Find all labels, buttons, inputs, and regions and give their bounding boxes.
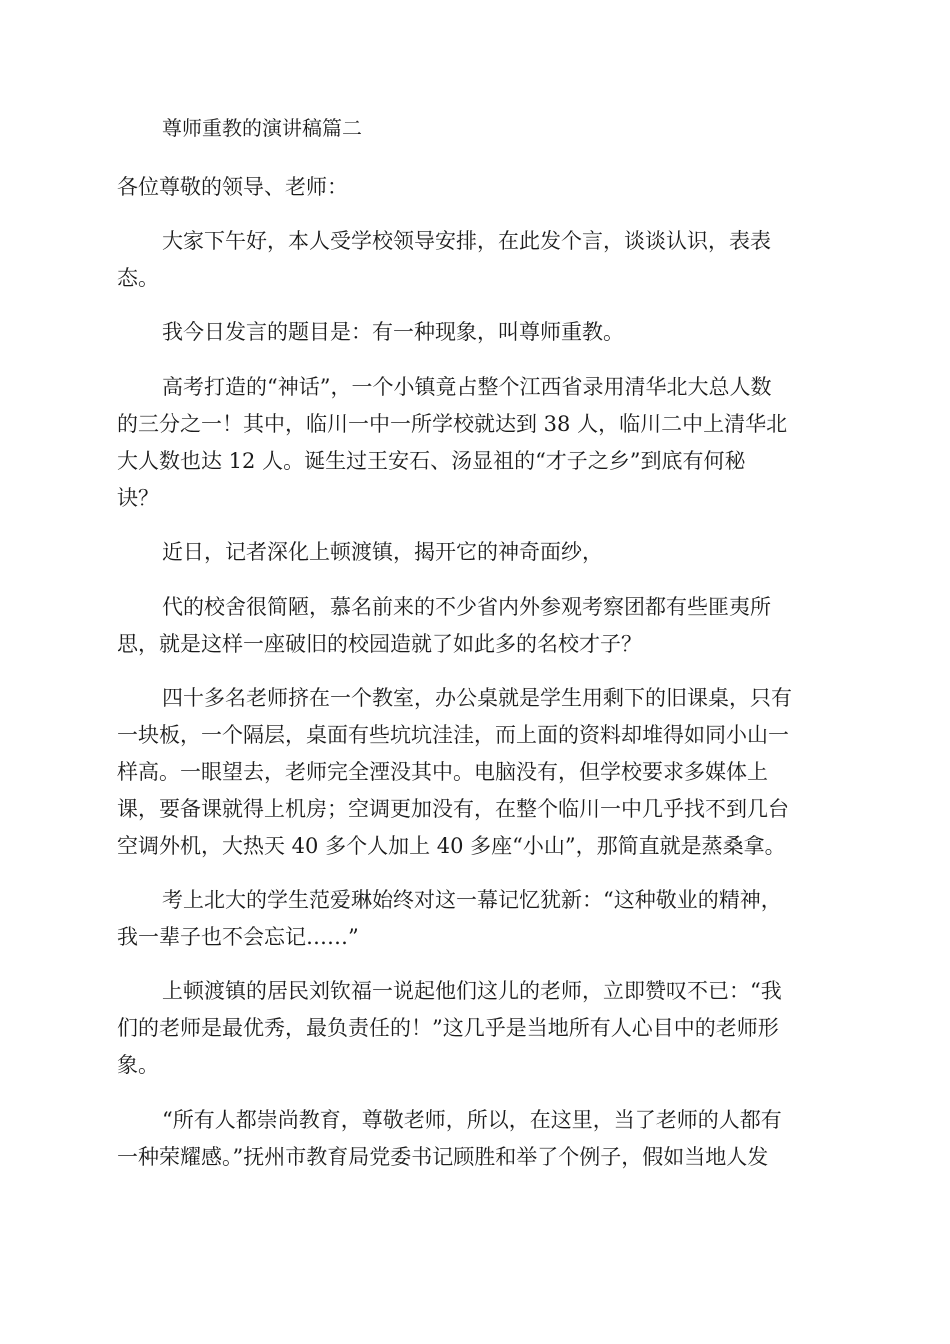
paragraph-line: 一种荣耀感。”抚州市教育局党委书记顾胜和举了个例子，假如当地人发	[117, 1145, 769, 1169]
paragraph-line: 思，就是这样一座破旧的校园造就了如此多的名校才子？	[117, 632, 642, 656]
paragraph-line: 上顿渡镇的居民刘钦福一说起他们这儿的老师，立即赞叹不已：“我	[162, 979, 782, 1003]
paragraph-line: “所有人都崇尚教育，尊敬老师，所以，在这里，当了老师的人都有	[162, 1108, 782, 1132]
paragraph-line: 一块板，一个隔层，桌面有些坑坑洼洼，而上面的资料却堆得如同小山一	[117, 723, 789, 747]
paragraph-line: 态。	[117, 266, 159, 290]
greeting: 各位尊敬的领导、老师：	[117, 175, 348, 199]
paragraph-line: 的三分之一！其中，临川一中一所学校就达到 38 人，临川二中上清华北	[117, 412, 788, 436]
paragraph-line: 大家下午好，本人受学校领导安排，在此发个言，谈谈认识，表表	[162, 229, 771, 253]
paragraph-line: 我一辈子也不会忘记……”	[117, 925, 359, 949]
paragraph-line: 空调外机，大热天 40 多个人加上 40 多座“小山”，那简直就是蒸桑拿。	[117, 834, 786, 858]
paragraph-line: 诀？	[117, 486, 159, 510]
paragraph-line: 四十多名老师挤在一个教室，办公桌就是学生用剩下的旧课桌，只有	[162, 686, 792, 710]
paragraph-line: 近日，记者深化上顿渡镇，揭开它的神奇面纱，	[162, 540, 603, 564]
paragraph-line: 样高。一眼望去，老师完全湮没其中。电脑没有，但学校要求多媒体上	[117, 760, 768, 784]
paragraph-line: 代的校舍很简陋，慕名前来的不少省内外参观考察团都有些匪夷所	[162, 595, 771, 619]
paragraph-line: 象。	[117, 1053, 159, 1077]
document-title: 尊师重教的演讲稿篇二	[162, 116, 362, 140]
paragraph-line: 课，要备课就得上机房；空调更加没有，在整个临川一中几乎找不到几台	[117, 797, 789, 821]
paragraph-line: 高考打造的“神话”，一个小镇竟占整个江西省录用清华北大总人数	[162, 375, 772, 399]
paragraph-line: 考上北大的学生范爱琳始终对这一幕记忆犹新：“这种敬业的精神，	[162, 888, 782, 912]
paragraph-line: 大人数也达 12 人。诞生过王安石、汤显祖的“才子之乡”到底有何秘	[117, 449, 746, 473]
paragraph-line: 们的老师是最优秀，最负责任的！”这几乎是当地所有人心目中的老师形	[117, 1016, 779, 1040]
paragraph-line: 我今日发言的题目是：有一种现象，叫尊师重教。	[162, 320, 624, 344]
